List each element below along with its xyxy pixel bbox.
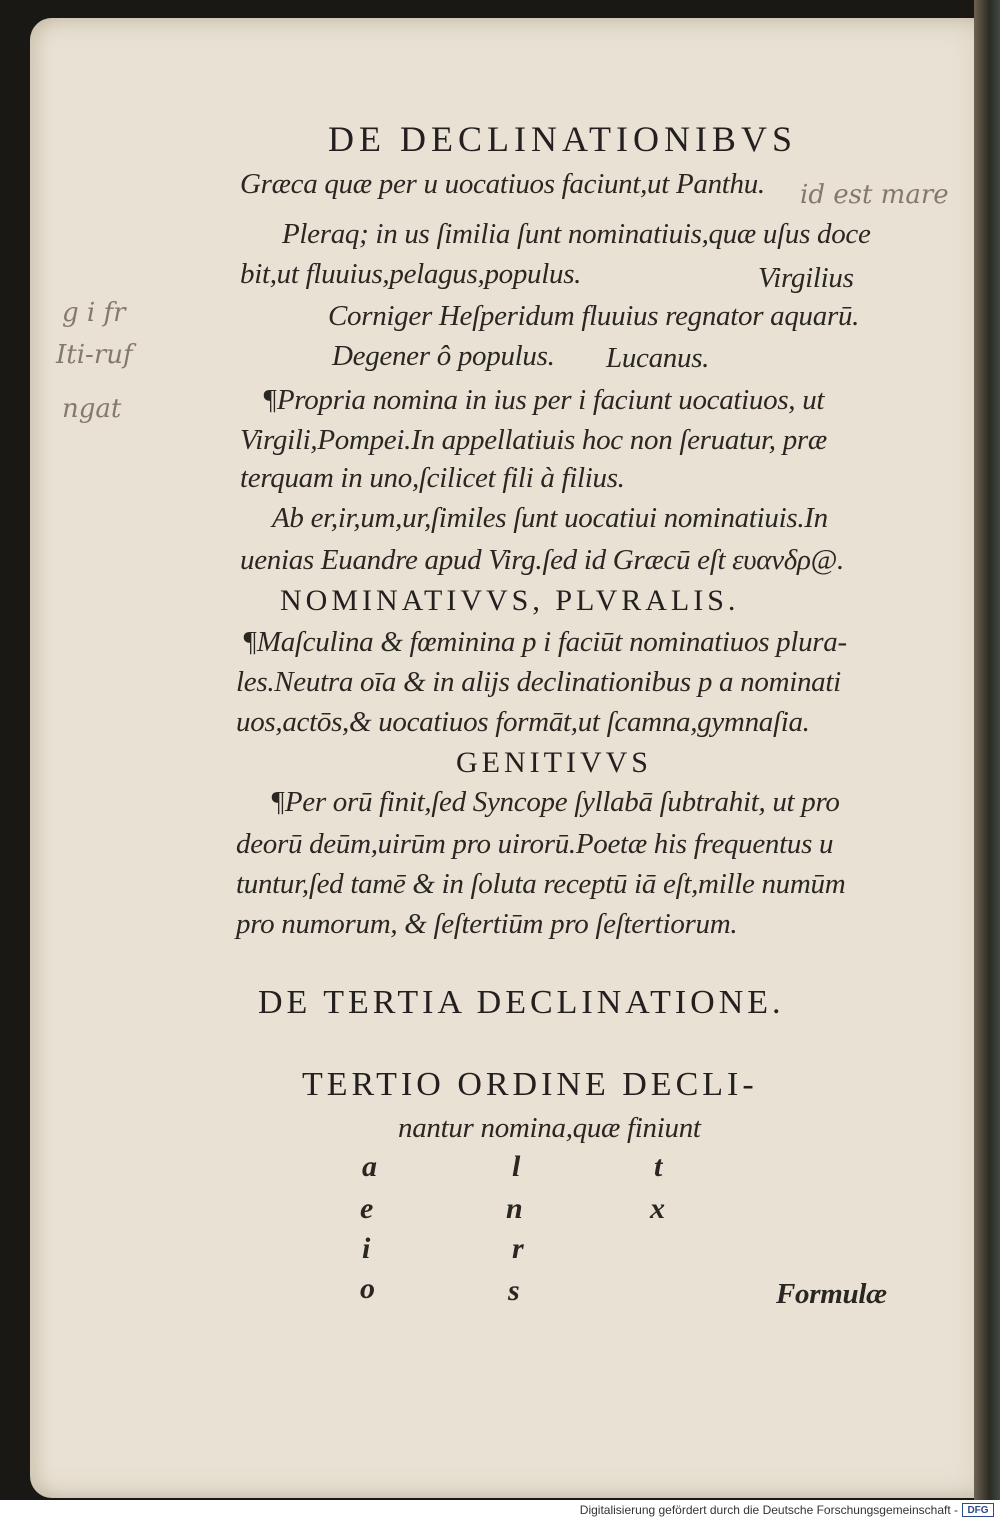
tertio-subline: nantur nomina,quæ finiunt xyxy=(398,1112,701,1144)
text-line-15: uos,actōs,& uocatiuos formāt,ut ſcamna,gymnaſia. xyxy=(236,706,810,738)
footer-text: Digitalisierung gefördert durch die Deutsche Forschungsgemeinschaft - xyxy=(579,1503,958,1517)
text-line-5: Corniger Heſperidum fluuius regnator aquarū. xyxy=(328,300,860,332)
ending-letter-s: s xyxy=(508,1274,520,1307)
text-line-16: ¶Per orū finit,ſed Syncope ſyllabā ſubtrahit, ut pro xyxy=(270,786,840,818)
text-line-12: uenias Euandre apud Virg.ſed id Græcū eſt ευανδρ@. xyxy=(240,544,844,576)
text-line-7: Lucanus. xyxy=(606,342,710,374)
marginal-note-left-1: g i fr xyxy=(62,298,126,328)
text-line-10: terquam in uno,ſcilicet fili à filius. xyxy=(240,462,625,494)
text-line-3: bit,ut fluuius,pelagus,populus. xyxy=(240,258,582,290)
text-line-17: deorū deūm,uirūm pro uirorū.Poetæ his frequentus u xyxy=(236,828,834,860)
text-line-2: Pleraq; in us ſimilia ſunt nominatiuis,quæ uſus doce xyxy=(282,218,871,250)
text-line-6: Degener ô populus. xyxy=(332,340,555,372)
text-line-13: ¶Maſculina & fœminina p i faciūt nominatiuos plura- xyxy=(242,626,847,658)
marginal-note-top-right: id est mare xyxy=(800,180,949,210)
text-line-19: pro numorum, & ſeſtertiūm pro ſeſtertiorum. xyxy=(236,908,738,940)
ending-letter-l: l xyxy=(512,1150,521,1183)
footer-bar xyxy=(0,1500,1000,1521)
marginal-note-left-2: Iti-ruf xyxy=(56,340,133,370)
ending-letter-r: r xyxy=(512,1232,524,1265)
catchword: Formulæ xyxy=(776,1278,887,1310)
ending-letter-x: x xyxy=(650,1192,665,1225)
marginal-note-left-3: ngat xyxy=(62,394,122,424)
ending-letter-t: t xyxy=(654,1150,663,1183)
subheading-genitivus: GENITIVVS xyxy=(456,746,652,779)
text-line-18: tuntur,ſed tamē & in ſoluta receptū iā eſt,mille numūm xyxy=(236,868,846,900)
text-line-4: Virgilius xyxy=(758,262,854,294)
book-spine xyxy=(974,0,1000,1500)
ending-letter-o: o xyxy=(360,1272,375,1305)
ending-letter-a: a xyxy=(362,1150,377,1183)
ending-letter-e: e xyxy=(360,1192,374,1225)
tertio-heading: TERTIO ORDINE DECLI- xyxy=(302,1066,758,1103)
section-title: DE TERTIA DECLINATIONE. xyxy=(258,984,785,1021)
ending-letter-n: n xyxy=(506,1192,523,1225)
page-heading: DE DECLINATIONIBVS xyxy=(328,119,797,159)
text-line-11: Ab er,ir,um,ur,ſimiles ſunt uocatiui nominatiuis.In xyxy=(272,502,828,534)
dfg-logo: DFG xyxy=(962,1503,994,1517)
subheading-nominativus: NOMINATIVVS, PLVRALIS. xyxy=(280,584,740,617)
text-line-14: les.Neutra oīa & in alijs declinationibus p a nominati xyxy=(236,666,841,698)
text-line-9: Virgili,Pompei.In appellatiuis hoc non ſeruatur, præ xyxy=(240,424,827,456)
text-line-1: Græca quæ per u uocatiuos faciunt,ut Panthu. xyxy=(240,168,765,200)
ending-letter-i: i xyxy=(362,1232,371,1265)
text-line-8: ¶Propria nomina in ius per i faciunt uocatiuos, ut xyxy=(262,384,825,416)
